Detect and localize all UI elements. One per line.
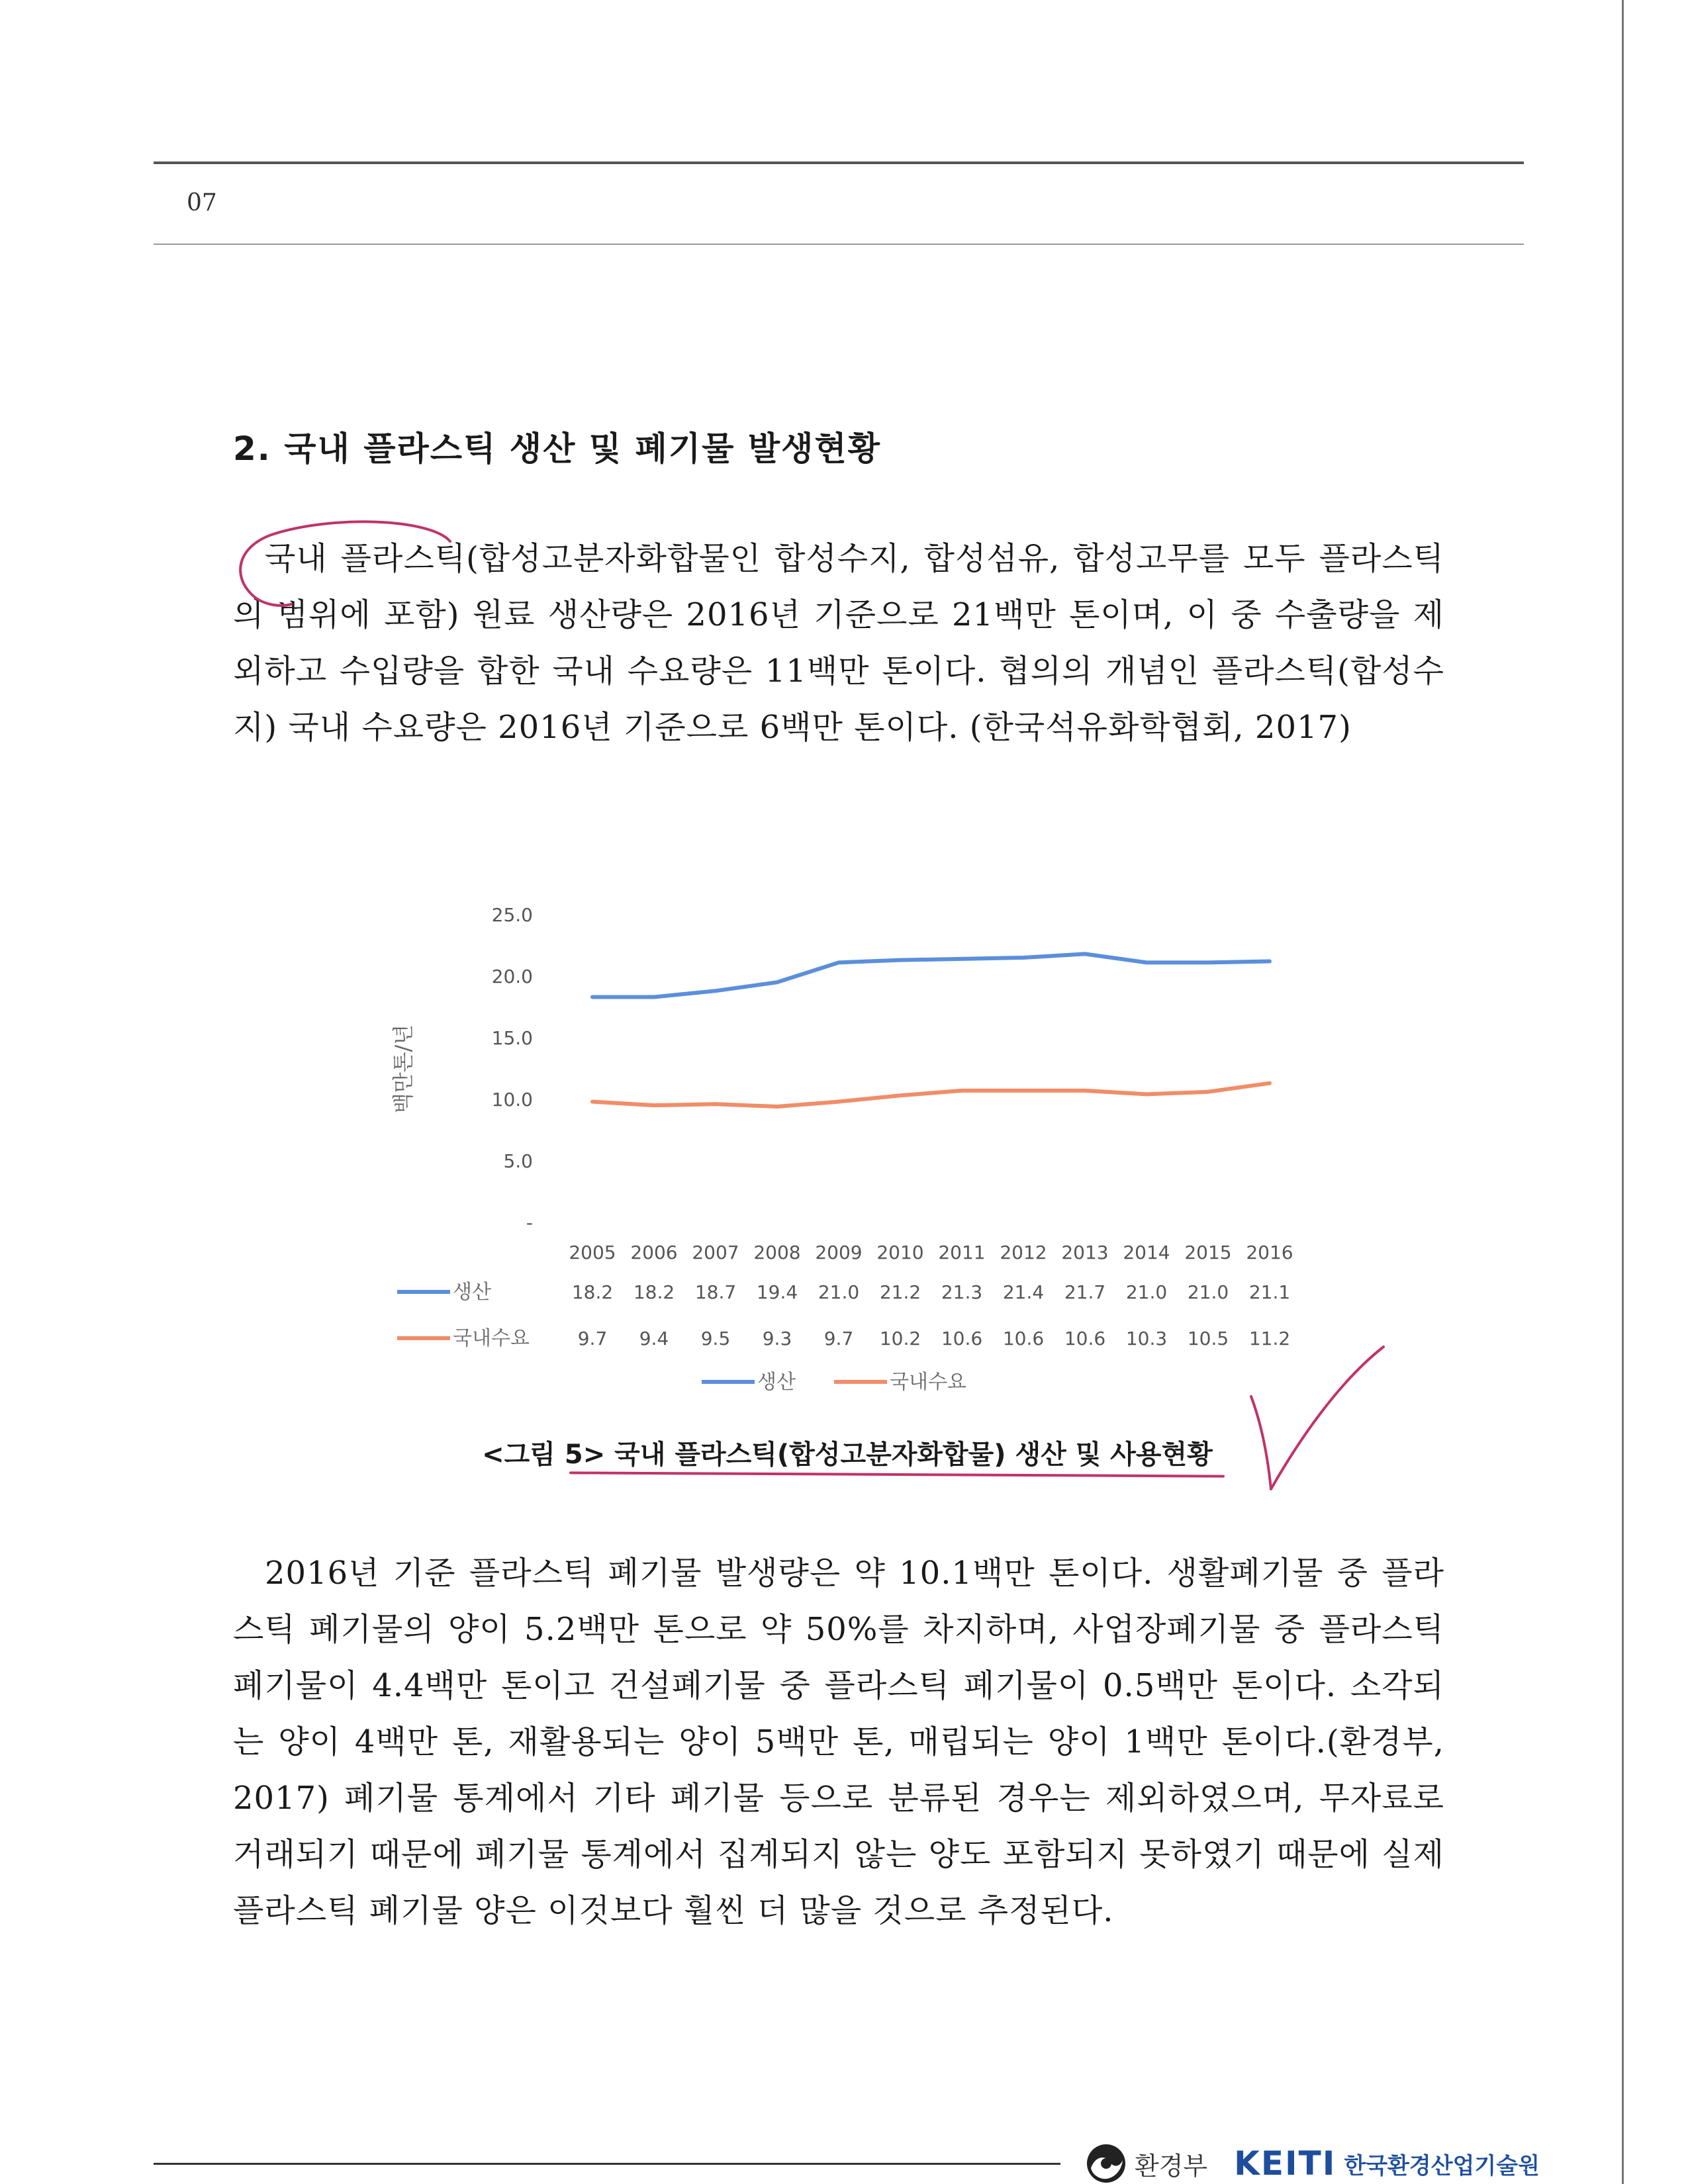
data-label: 9.5 <box>700 1328 731 1349</box>
y-axis-title: 백만톤/년 <box>391 1024 416 1114</box>
x-tick-label: 2007 <box>692 1242 739 1263</box>
footer-rule <box>154 2163 1060 2165</box>
table-series-name: 국내수요 <box>453 1327 530 1350</box>
data-label: 9.3 <box>762 1328 792 1349</box>
legend-label: 생산 <box>757 1371 796 1394</box>
y-tick-label: - <box>526 1212 533 1234</box>
x-tick-label: 2006 <box>630 1242 678 1263</box>
x-tick-label: 2008 <box>753 1242 801 1263</box>
page-edge-line <box>1622 0 1624 2184</box>
x-tick-label: 2014 <box>1123 1242 1170 1263</box>
x-tick-label: 2009 <box>815 1242 863 1263</box>
data-label: 19.4 <box>756 1281 798 1303</box>
x-tick-label: 2011 <box>938 1242 986 1263</box>
data-label: 21.0 <box>818 1281 860 1303</box>
data-label: 21.3 <box>941 1281 983 1303</box>
plastic-production-demand-chart <box>371 880 1331 1410</box>
data-label: 9.7 <box>577 1328 608 1349</box>
x-tick-label: 2015 <box>1184 1242 1232 1263</box>
data-label: 18.2 <box>571 1281 614 1303</box>
header-top-rule <box>154 161 1524 164</box>
data-label: 21.1 <box>1248 1281 1291 1303</box>
legend-label: 국내수요 <box>890 1371 966 1394</box>
data-label: 9.7 <box>823 1328 854 1349</box>
y-tick-label: 25.0 <box>491 904 533 926</box>
ministry-logo-icon <box>1086 2143 1127 2184</box>
data-label: 18.2 <box>633 1281 675 1303</box>
x-tick-label: 2010 <box>876 1242 924 1263</box>
table-series-name: 생산 <box>453 1281 491 1304</box>
paragraph-plastic-demand: 국내 플라스틱(합성고분자화합물인 합성수지, 합성섬유, 합성고무를 모두 플라스틱의 범위에 포함) 원료 생산량은 2016년 기준으로 21백만 톤이며, 이 중 수출량을 제외하고 수입량을 합한 국내 수요량은 11백만 톤이다. 협의의 개념인 플라스틱(합성수지) 국내 수요량은 2016년 기준으로 6백만 톤이다. (한국석유화학협회, 2017) <box>233 540 1444 746</box>
footer-logos <box>1086 2143 1540 2184</box>
data-label: 10.3 <box>1125 1328 1168 1349</box>
data-label: 10.6 <box>1002 1328 1045 1349</box>
data-label: 21.4 <box>1002 1281 1045 1303</box>
x-tick-label: 2012 <box>1000 1242 1047 1263</box>
x-tick-label: 2005 <box>569 1242 616 1263</box>
ministry-name: 환경부 <box>1135 2151 1208 2181</box>
data-label: 10.2 <box>879 1328 921 1349</box>
data-label: 11.2 <box>1248 1328 1291 1349</box>
data-label: 21.0 <box>1187 1281 1229 1303</box>
series-line-0 <box>592 954 1270 997</box>
series-line-1 <box>592 1083 1270 1107</box>
data-label: 10.6 <box>1064 1328 1106 1349</box>
header-bottom-rule <box>154 244 1524 245</box>
y-tick-label: 20.0 <box>491 966 533 987</box>
data-label: 21.7 <box>1064 1281 1106 1303</box>
page-number: 07 <box>187 189 217 216</box>
keiti-name: 한국환경산업기술원 <box>1344 2152 1540 2179</box>
data-label: 21.0 <box>1125 1281 1168 1303</box>
data-label: 9.4 <box>639 1328 669 1349</box>
handwritten-underline-annotation <box>569 1471 1225 1477</box>
y-tick-label: 15.0 <box>491 1027 533 1049</box>
data-label: 10.6 <box>941 1328 983 1349</box>
figure-caption: <그림 5> 국내 플라스틱(합성고분자화합물) 생산 및 사용현황 <box>482 1439 1213 1470</box>
data-label: 10.5 <box>1187 1328 1229 1349</box>
x-tick-label: 2016 <box>1246 1242 1293 1263</box>
y-tick-label: 5.0 <box>503 1150 533 1172</box>
y-tick-label: 10.0 <box>491 1089 533 1111</box>
x-tick-label: 2013 <box>1061 1242 1109 1263</box>
section-heading: 2. 국내 플라스틱 생산 및 폐기물 발생현황 <box>233 430 882 468</box>
keiti-logo: KEITI <box>1234 2144 1336 2183</box>
paragraph-plastic-waste: 2016년 기준 플라스틱 폐기물 발생량은 약 10.1백만 톤이다. 생활폐기물 중 플라스틱 폐기물의 양이 5.2백만 톤으로 약 50%를 차지하며, 사업장폐기물 중 플라스틱 폐기물이 4.4백만 톤이고 건설폐기물 중 플라스틱 폐기물이 0.5백만 톤이다. 소각되는 양이 4백만 톤, 재활용되는 양이 5백만 톤, 매립되는 양이 1백만 톤이다.(환경부, 2017) 폐기물 통계에서 기타 폐기물 등으로 분류된 경우는 제외하였으며, 무자료로 거래되기 때문에 폐기물 통계에서 집계되지 않는 양도 포함되지 못하였기 때문에 실제 플라스틱 폐기물 양은 이것보다 훨씬 더 많을 것으로 추정된다. <box>233 1555 1444 1929</box>
data-label: 21.2 <box>879 1281 921 1303</box>
data-label: 18.7 <box>694 1281 737 1303</box>
